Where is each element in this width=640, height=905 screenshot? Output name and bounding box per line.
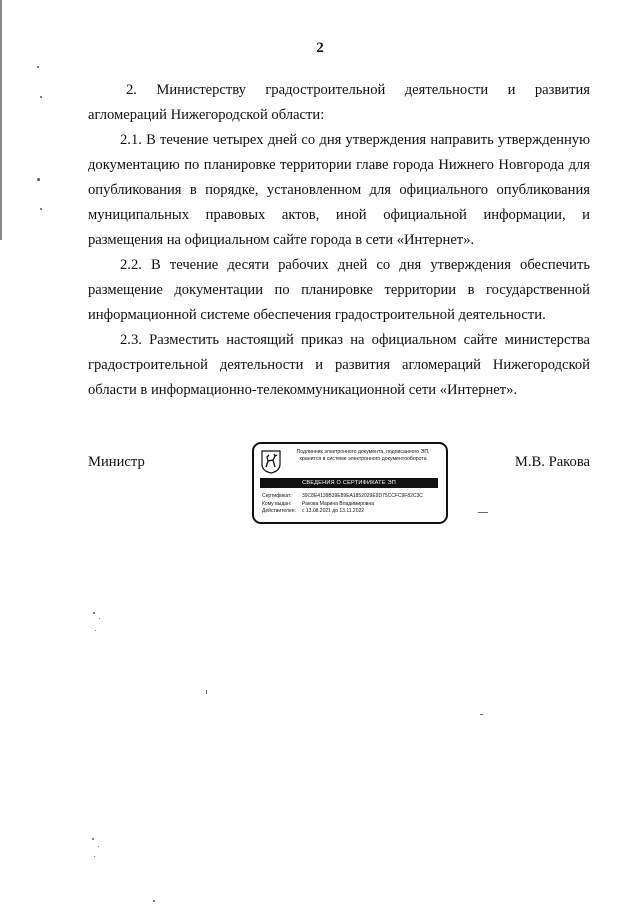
- paragraph-2-3: 2.3. Разместить настоящий приказ на официальном сайте министерства градостроительной деятельности и развития агломераций Нижегородской области в информационно-телекоммуникационной сети «Интернет».: [88, 332, 590, 398]
- certificate-line: [262, 493, 442, 501]
- valid-value: с 13.08.2021 до 13.11.2022: [302, 508, 365, 514]
- certificate-value: 39C8E4139B39E89EA1852029E9D75CCFC9F82C3C: [302, 493, 423, 499]
- electronic-signature-stamp: [252, 442, 448, 524]
- scan-mark: [206, 690, 207, 694]
- scan-speck: [153, 900, 155, 902]
- document-body: [88, 78, 590, 403]
- scan-speck: [98, 846, 99, 847]
- scan-mark: [480, 714, 483, 715]
- scan-speck: [99, 618, 100, 619]
- valid-line: [262, 508, 442, 516]
- certificate-label: Сертификат:: [262, 493, 292, 499]
- signature-block: [0, 440, 640, 530]
- valid-label: Действителен:: [262, 508, 296, 514]
- scan-speck: [94, 856, 95, 857]
- scan-mark: [478, 512, 488, 513]
- scan-speck: [37, 66, 39, 68]
- page-number: 2: [316, 40, 324, 56]
- issued-to-value: Ракова Марина Владимировна: [302, 500, 374, 507]
- signer-position: Министр: [88, 454, 145, 470]
- issued-to-label: Кому выдан:: [262, 500, 292, 507]
- scan-speck: [95, 630, 96, 631]
- stamp-details: [262, 493, 442, 516]
- scan-mark: [0, 0, 2, 240]
- paragraph-2-2: 2.2. В течение десяти рабочих дней со дня утверждения обеспечить размещение документации по планировке территории в государственной информационной системе обеспечения градостроительной деятельности.: [88, 257, 590, 323]
- stamp-notice: Подлинник электронного документа, подписанного ЭП, хранится в системе электронного документооборота: [296, 449, 430, 462]
- issued-to-line: [262, 501, 442, 509]
- scan-speck: [92, 838, 94, 840]
- scan-speck: [40, 96, 42, 98]
- paragraph-2-1: 2.1. В течение четырех дней со дня утверждения направить утвержденную документацию по планировке территории главе города Нижнего Новгорода для опубликования в порядке, установленном для официального опубликования муниципальных правовых актов, иной официальной информации, и размещения на официальном сайте города в сети «Интернет».: [88, 132, 590, 248]
- stamp-header: СВЕДЕНИЯ О СЕРТИФИКАТЕ ЭП: [260, 478, 438, 488]
- signer-name: М.В. Ракова: [514, 454, 590, 470]
- deer-emblem-icon: [261, 450, 281, 474]
- paragraph-2: 2. Министерству градостроительной деятельности и развития агломераций Нижегородской области:: [88, 82, 590, 123]
- scan-speck: [37, 178, 40, 181]
- scan-speck: [93, 612, 95, 614]
- scan-speck: [40, 208, 42, 210]
